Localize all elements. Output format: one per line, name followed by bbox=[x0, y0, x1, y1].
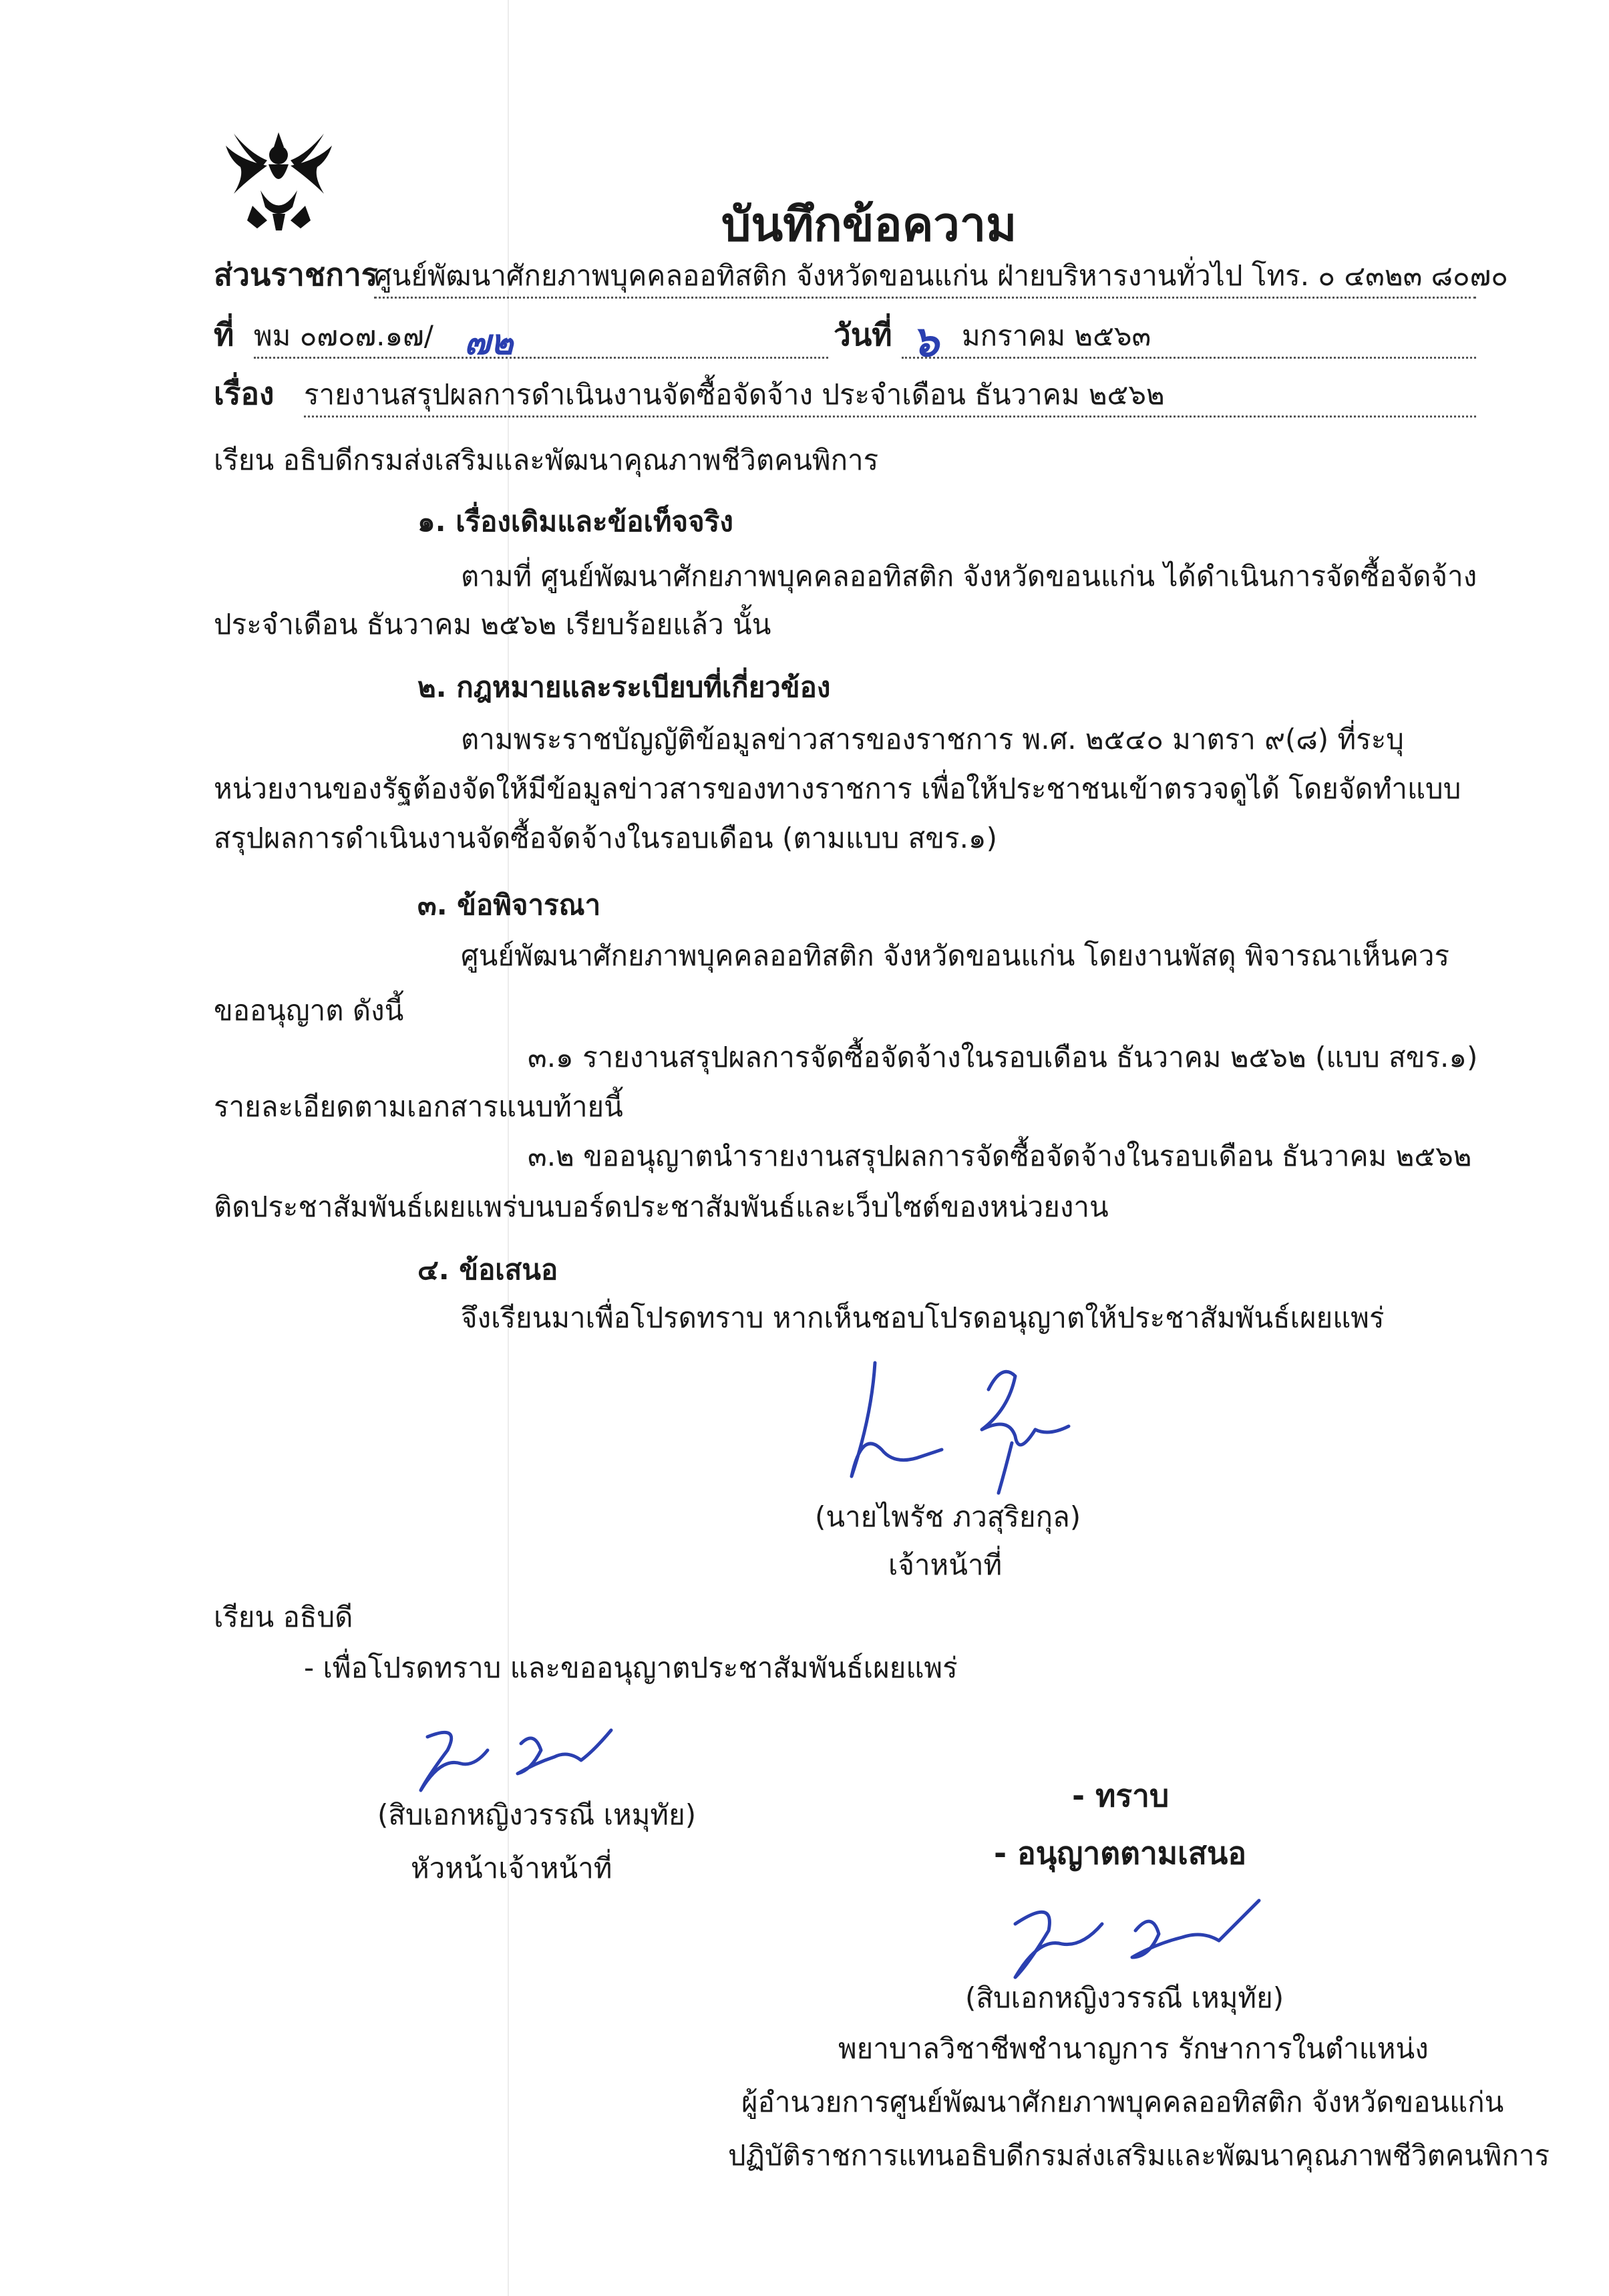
signer-2-position: หัวหน้าเจ้าหน้าที่ bbox=[411, 1852, 612, 1884]
section-1-heading: ๑. เรื่องเดิมและข้อเท็จจริง bbox=[417, 505, 733, 538]
signer-3-name: (สิบเอกหญิงวรรณี เหมุทัย) bbox=[965, 1981, 1284, 2014]
date-value: มกราคม ๒๕๖๓ bbox=[962, 319, 1151, 352]
subject-label: เรื่อง bbox=[214, 375, 275, 412]
approval-ack: - ทราบ bbox=[1072, 1778, 1170, 1814]
signer-3-position-1: พยาบาลวิชาชีพชำนาญการ รักษาการในตำแหน่ง bbox=[838, 2032, 1429, 2065]
forward-bullet: - เพื่อโปรดทราบ และขออนุญาตประชาสัมพันธ์เผยแพร่ bbox=[304, 1651, 958, 1684]
section-3-heading: ๓. ข้อพิจารณา bbox=[417, 888, 601, 921]
ref-handwritten: ๗๒ bbox=[464, 323, 514, 363]
date-label: วันที่ bbox=[834, 317, 892, 353]
section-2-text: หน่วยงานของรัฐต้องจัดให้มีข้อมูลข่าวสารของทางราชการ เพื่อให้ประชาชนเข้าตรวจดูได้ โดยจัดทำแบบ bbox=[214, 772, 1461, 805]
agency-value: ศูนย์พัฒนาศักยภาพบุคคลออทิสติก จังหวัดขอนแก่น ฝ่ายบริหารงานทั่วไป โทร. ๐ ๔๓๒๓ ๘๐๗๐ bbox=[374, 259, 1508, 292]
approval-approve: - อนุญาตตามเสนอ bbox=[994, 1835, 1246, 1871]
signer-1-name: (นายไพรัช ภวสุริยกุล) bbox=[815, 1500, 1081, 1533]
signature-1 bbox=[835, 1349, 1102, 1503]
section-3-1-text: รายละเอียดตามเอกสารแนบท้ายนี้ bbox=[214, 1090, 623, 1123]
ref-number: พม ๐๗๐๗.๑๗/ bbox=[254, 319, 433, 352]
section-3-2-text: ๓.๒ ขออนุญาตนำรายงานสรุปผลการจัดซื้อจัดจ้างในรอบเดือน ธันวาคม ๒๕๖๒ bbox=[528, 1140, 1472, 1172]
signer-3-position-3: ปฏิบัติราชการแทนอธิบดีกรมส่งเสริมและพัฒนาคุณภาพชีวิตคนพิการ bbox=[728, 2139, 1550, 2172]
section-3-2-text: ติดประชาสัมพันธ์เผยแพร่บนบอร์ดประชาสัมพันธ์และเว็บไซต์ของหน่วยงาน bbox=[214, 1190, 1109, 1223]
signer-2-name: (สิบเอกหญิงวรรณี เหมุทัย) bbox=[377, 1798, 697, 1831]
ref-underline bbox=[254, 357, 828, 359]
signer-1-position: เจ้าหน้าที่ bbox=[888, 1548, 1003, 1581]
signature-3 bbox=[989, 1884, 1269, 1984]
section-1-text: ประจำเดือน ธันวาคม ๒๕๖๒ เรียบร้อยแล้ว นั้น bbox=[214, 608, 771, 641]
section-3-text: ขออนุญาต ดังนี้ bbox=[214, 994, 404, 1027]
section-3-text: ศูนย์พัฒนาศักยภาพบุคคลออทิสติก จังหวัดขอนแก่น โดยงานพัสดุ พิจารณาเห็นควร bbox=[461, 939, 1450, 972]
section-2-text: สรุปผลการดำเนินงานจัดซื้อจัดจ้างในรอบเดือน (ตามแบบ สขร.๑) bbox=[214, 822, 997, 854]
section-2-text: ตามพระราชบัญญัติข้อมูลข่าวสารของราชการ พ.ศ. ๒๕๔๐ มาตรา ๙(๘) ที่ระบุ bbox=[461, 723, 1404, 756]
section-4-heading: ๔. ข้อเสนอ bbox=[417, 1253, 558, 1286]
date-underline bbox=[902, 357, 1476, 359]
agency-underline bbox=[374, 297, 1476, 299]
date-handwritten: ๖ bbox=[912, 317, 939, 367]
signature-2 bbox=[401, 1710, 621, 1797]
section-2-heading: ๒. กฎหมายและระเบียบที่เกี่ยวข้อง bbox=[417, 671, 831, 703]
signer-3-position-2: ผู้อำนวยการศูนย์พัฒนาศักยภาพบุคคลออทิสติก จังหวัดขอนแก่น bbox=[741, 2086, 1504, 2118]
subject-value: รายงานสรุปผลการดำเนินงานจัดซื้อจัดจ้าง ประจำเดือน ธันวาคม ๒๕๖๒ bbox=[304, 378, 1165, 411]
subject-underline bbox=[304, 416, 1476, 418]
section-3-1-text: ๓.๑ รายงานสรุปผลการจัดซื้อจัดจ้างในรอบเดือน ธันวาคม ๒๕๖๒ (แบบ สขร.๑) bbox=[528, 1041, 1478, 1074]
page-title: บันทึกข้อความ bbox=[721, 197, 1017, 252]
section-4-text: จึงเรียนมาเพื่อโปรดทราบ หากเห็นชอบโปรดอนุญาตให้ประชาสัมพันธ์เผยแพร่ bbox=[461, 1301, 1385, 1334]
ref-label: ที่ bbox=[214, 317, 234, 353]
section-1-text: ตามที่ ศูนย์พัฒนาศักยภาพบุคคลออทิสติก จังหวัดขอนแก่น ได้ดำเนินการจัดซื้อจัดจ้าง bbox=[461, 560, 1477, 593]
garuda-emblem bbox=[220, 120, 337, 234]
agency-label: ส่วนราชการ bbox=[214, 257, 378, 293]
salutation: เรียน อธิบดีกรมส่งเสริมและพัฒนาคุณภาพชีวิตคนพิการ bbox=[214, 444, 879, 476]
forward-salutation: เรียน อธิบดี bbox=[214, 1601, 353, 1633]
